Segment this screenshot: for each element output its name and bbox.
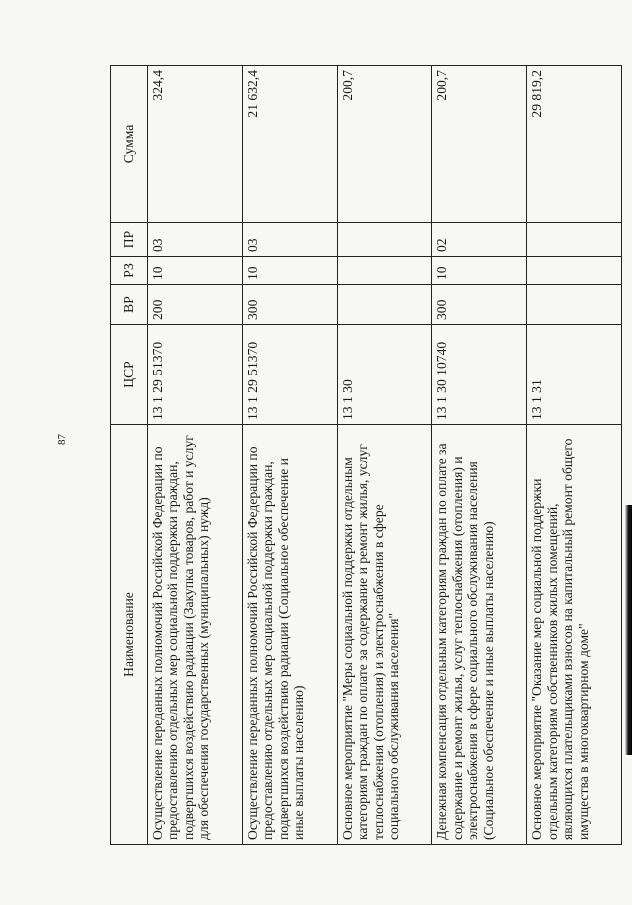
header-name: Наименование — [111, 425, 148, 845]
table-row — [148, 66, 243, 845]
header-vr: ВР — [111, 285, 148, 325]
cell-csr: 13 1 30 10740 — [432, 325, 527, 425]
cell-name: Основное мероприятие "Меры социальной поддержки отдельным категориям граждан по оплате за содержание и ремонт жилья, услуг теплоснабжения (отопления) и электроснабжения в сфере социального обслуживания населения" — [337, 425, 432, 845]
table-row — [242, 66, 337, 845]
cell-sum: 200,7 — [432, 66, 527, 223]
cell-pr — [527, 223, 622, 257]
cell-vr — [527, 285, 622, 325]
budget-table-container — [110, 65, 622, 845]
table-row — [337, 66, 432, 845]
cell-rz: 10 — [148, 257, 243, 285]
cell-name: Осуществление переданных полномочий Российской Федерации по предоставлению отдельных мер социальной поддержки граждан, подвергшихся воздействию радиации (Социальное обеспечение и иные выплаты населению) — [242, 425, 337, 845]
table-row — [432, 66, 527, 845]
table-header-row — [111, 66, 148, 845]
cell-pr — [337, 223, 432, 257]
cell-name: Осуществление переданных полномочий Российской Федерации по предоставлению отдельных мер социальной поддержки граждан, подвергшихся воздействию радиации (Закупка товаров, работ и услуг для обеспечения государственных (муниципальных) нужд) — [148, 425, 243, 845]
cell-rz: 10 — [432, 257, 527, 285]
table-row — [527, 66, 622, 845]
header-sum: Сумма — [111, 66, 148, 223]
cell-rz — [337, 257, 432, 285]
budget-table — [110, 65, 622, 845]
cell-csr: 13 1 29 51370 — [148, 325, 243, 425]
cell-name: Основное мероприятие "Оказание мер социальной поддержки отдельным категориям собственников жилых помещений, являющихся плательщиками взносов на капитальный ремонт общего имущества в многоквартирном доме" — [527, 425, 622, 845]
binding-edge-mark — [625, 505, 632, 755]
cell-sum: 21 632,4 — [242, 66, 337, 223]
cell-csr: 13 1 31 — [527, 325, 622, 425]
cell-pr: 02 — [432, 223, 527, 257]
cell-vr: 300 — [432, 285, 527, 325]
header-rz: РЗ — [111, 257, 148, 285]
cell-name: Денежная компенсация отдельным категориям граждан по оплате за содержание и ремонт жилья, услуг теплоснабжения (отопления) и электроснабжения в сфере социального обслуживания населения (Социальное обеспечение и иные выплаты населению) — [432, 425, 527, 845]
cell-sum: 200,7 — [337, 66, 432, 223]
cell-pr: 03 — [148, 223, 243, 257]
cell-sum: 324,4 — [148, 66, 243, 223]
page-number: 87 — [56, 434, 68, 445]
cell-sum: 29 819,2 — [527, 66, 622, 223]
cell-rz: 10 — [242, 257, 337, 285]
header-csr: ЦСР — [111, 325, 148, 425]
cell-vr — [337, 285, 432, 325]
cell-pr: 03 — [242, 223, 337, 257]
cell-csr: 13 1 30 — [337, 325, 432, 425]
header-pr: ПР — [111, 223, 148, 257]
cell-vr: 200 — [148, 285, 243, 325]
cell-rz — [527, 257, 622, 285]
cell-csr: 13 1 29 51370 — [242, 325, 337, 425]
cell-vr: 300 — [242, 285, 337, 325]
